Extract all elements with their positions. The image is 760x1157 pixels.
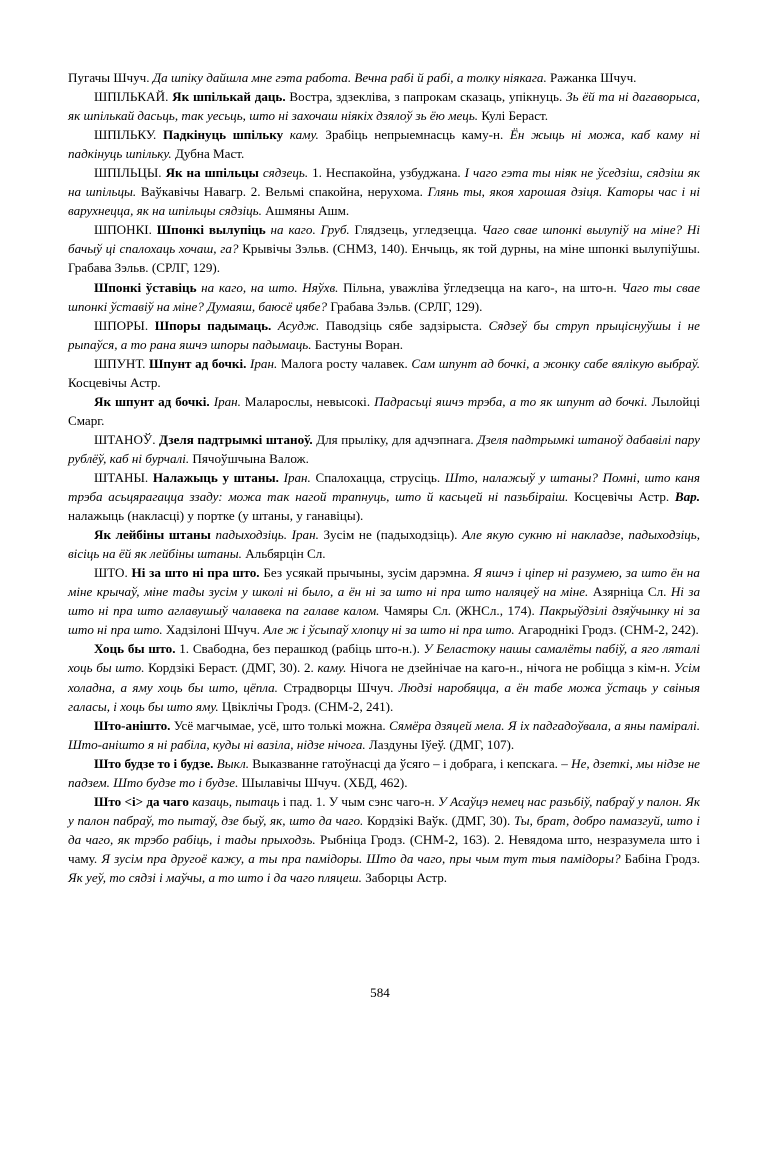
text-run-italic: Усім холадна, а яму хоць бы што, цёпла. [68,660,700,695]
text-run-roman: Маларослы, невысокі. [244,393,375,409]
page-number: 584 [370,985,390,1000]
text-run-roman: Паводзіць сябе задзірыста. [325,317,489,333]
text-run-italic: Глянь ты, якоя харошая дзіця. Каторы час і ні варухнецца, як на шпільцы сядзіць. [68,184,700,219]
dictionary-entry [68,392,700,430]
text-run-roman: Дубна Маст. [174,146,245,162]
dictionary-entry [68,125,700,163]
dictionary-entry [68,525,700,563]
text-run-roman: Шылавічы Шчуч. (ХБД, 462). [241,774,408,790]
text-run-bold: Шпоры падымаць. [154,317,278,333]
dictionary-entry [68,87,700,125]
dictionary-entry [68,163,700,220]
page-body-text [68,68,700,887]
text-run-italic: У Беластоку нашы самалёты пабіў, а яго ляталі хоць бы што. [68,641,701,676]
text-run-italic: Дзеля падтрымкі штаноў дабавілі пару рублёў, каб ні бурчалі. [68,431,700,466]
text-run-roman: ШТАНЫ. [94,469,153,485]
text-run-italic: Пакрыўдзілі дзяўчынку ні за што ні пра што. [68,603,700,638]
text-run-roman: ШПОРЫ. [94,317,155,333]
text-run-roman: Ашмяны Ашм. [265,203,350,219]
text-run-roman: ШПОНКІ. [94,222,157,238]
text-run-roman: Бастуны Воран. [314,336,403,352]
text-run-italic: Але якую сукню ні накладзе, падыходзіць, вісіць на ёй як лейбіны штаны. [68,527,700,562]
text-run-roman: Усё магчымае, усё, што толькі можна. [173,717,390,733]
text-run-roman: ШТАНОЎ. [94,431,160,447]
text-run-roman: Пугачы Шчуч. [68,70,153,85]
text-run-roman: Заборцы Астр. [365,869,448,885]
text-run-roman: Кордзікі Ваўк. (ДМГ, 30). [366,812,514,828]
text-run-roman: ШТО. [94,565,132,581]
text-run-roman: Альбярцін Сл. [245,546,326,562]
dictionary-entry [68,68,700,87]
text-run-italic: Як уеў, то сядзі і маўчы, а то што і да чаго пляцеш. [68,869,366,885]
text-run-italic: Чаго ты свае шпонкі ўставіў на міне? Думаяш, баюсё цябе? [68,279,701,314]
text-run-bold-italic: Вар. [674,489,700,505]
text-run-roman: Нічога не дзейнічае на каго-н., нічога не робіцца з кім-н. [350,660,674,676]
text-run-bold: Ні за што ні пра што. [131,565,264,581]
text-run-roman: Без усякай прычыны, зусім дарэмна. [263,565,474,581]
text-run-roman: і пад. 1. У чым сэнс чаго-н. [282,793,439,809]
text-run-roman: Глядзець, угледзецца. [354,222,482,238]
text-run-bold: Як на шпільцы [165,165,263,181]
text-run-roman: Пячоўшчына Валож. [192,450,309,466]
text-run-italic: Чаго свае шпонкі вылупіў на міне? Ні бачыў ці спалохаць хочаш, га? [68,222,700,257]
text-run-italic: Асудж. [277,317,326,333]
text-run-roman: ШПУНТ. [94,355,150,371]
text-run-italic: Выкл. [216,755,253,771]
text-run-italic: каму. [317,660,351,676]
text-run-roman: Малога росту чалавек. [280,355,412,371]
text-run-bold: Што-анішто. [94,717,174,733]
text-run-roman: 1. Неспакойна, узбуджана. [312,165,465,181]
text-run-italic: Сядзеў бы струп прыціснуўшы і не рыпаўся, а то рана яшчэ шпоры падымаць. [68,317,700,352]
text-run-bold: Як лейбіны штаны [94,527,216,543]
text-run-roman: Кордзікі Бераст. (ДМГ, 30). 2. [148,660,318,676]
text-run-bold: Што <і> да чаго [94,793,193,809]
text-run-italic: казаць, пытаць [192,793,283,809]
text-run-bold: Як шпількай даць. [172,89,290,105]
text-run-roman: Лаздуны Іўеў. (ДМГ, 107). [368,736,515,752]
text-run-italic: Іран. [250,355,281,371]
text-run-roman: Ражанка Шчуч. [550,70,637,85]
text-run-roman: Для прыліку, для адчэпнага. [316,431,478,447]
text-run-italic: Да шпіку дайшла мне гэта работа. Вечна рабі й рабі, а толку ніякага. [152,70,551,85]
text-run-roman: Востра, здзекліва, з папрокам сказаць, упікнуць. [289,89,567,105]
text-run-italic: Іран. [213,393,245,409]
dictionary-entry [68,754,700,792]
text-run-bold: Хоць бы што. [94,641,180,657]
text-run-italic: Ён жыць ні можа, каб каму ні падкінуць шпільку. [68,127,701,162]
text-run-italic: Сямёра дзяцей мела. Я іх падгадоўвала, а яны паміралі. Што-анішто я ні рабіла, куды ні вазіла, нідзе нічога. [68,717,701,752]
text-run-roman: Спалохацца, струсіць. [315,469,445,485]
text-run-roman: Кулі Бераст. [481,108,549,124]
text-run-italic: на каго. Груб. [270,222,355,238]
text-run-roman: Азярніца Сл. [592,584,671,600]
text-run-bold: Як шпунт ад бочкі. [94,393,214,409]
dictionary-entry [68,316,700,354]
text-run-roman: Зрабіць непрыемнасць каму-н. [325,127,510,143]
text-run-italic: І чаго гэта ты ніяк не ўседзіш, сядзіш як на шпільцы. [68,165,700,200]
text-run-roman: Рыбніца Гродз. (СНМ-2, 163). 2. Невядома што, незразумела што і чаму. [68,831,701,866]
dictionary-entry [68,792,700,887]
text-run-italic: Я зусім пра другоё кажу, а ты пра памідоры. Што да чаго, пры чым тут тыя памідоры? [101,850,625,866]
text-run-roman: Пільна, уважліва ўгледзецца на каго-, на што-н. [343,279,622,295]
dictionary-entry [68,639,700,715]
dictionary-entry [68,278,700,316]
text-run-roman: Выказванне гатоўнасці да ўсяго – і добрага, і кепскага. [252,755,562,771]
text-run-italic: Але ж і ўсыпаў хлопцу ні за што ні пра што. [263,622,518,638]
text-run-roman: Грабава Зэльв. (СРЛГ, 129). [330,298,483,314]
text-run-roman: Бабіна Гродз. [624,850,701,866]
text-run-bold: Падкінуць шпільку [162,127,290,143]
text-run-roman: Страдворцы Шчуч. [283,679,399,695]
dictionary-entry [68,716,700,754]
text-run-bold: Што будзе то і будзе. [94,755,217,771]
text-run-roman: Хадзілоні Шчуч. [165,622,264,638]
text-run-bold: Шпонкі вылупіць [156,222,271,238]
text-run-italic: Сам шпунт ад бочкі, а жонку сабе вялікую выбраў. [411,355,701,371]
text-run-italic: У Асаўцэ немец нас разьбіў, пабраў у палон. Як у палон пабраў, то пытаў, дзе быў, як, што да чаго. [68,793,701,828]
text-run-italic: Ты, брат, добро памазгуй, што і да чаго, як трэбо рабіць, і тады прыходзь. [68,812,700,847]
text-run-roman: Косцевічы Астр. [68,374,161,390]
text-run-roman: ШПІЛЬКУ. [94,127,163,143]
text-run-italic: – Не, дзеткі, мы нідзе не падзем. Што будзе то і будзе. [68,755,700,790]
text-run-roman: Зусім не (падыходзіць). [323,527,463,543]
text-run-roman: Косцевічы Астр. [573,489,675,505]
text-run-roman: Цвіклічы Гродз. (СНМ-2, 241). [221,698,394,714]
text-run-roman: Крывічы Зэльв. (СНМЗ, 140). Енчыць, як той дурны, на міне шпонкі вылупіўшы. Грабава Зэльв. (СРЛГ, 129). [68,241,700,276]
text-run-italic: Я яшчэ і ціпер ні разумею, за што ён на міне крычаў, міне тады зусім у школі ні было, а ён ні за што ні пра што наляцеў на міне. [68,565,700,600]
dictionary-entry [68,354,700,392]
text-run-roman: Лылойці Смарг. [68,393,700,428]
text-run-italic: Падрасьці яшчэ трэба, а то як шпунт ад бочкі. [374,393,652,409]
text-run-italic: сядзець. [262,165,313,181]
text-run-roman: ШПІЛЬЦЫ. [94,165,166,181]
text-run-italic: Ні за што ні пра што аглавушыў чалавека па галаве калом. [68,584,701,619]
text-run-italic: Іран. [283,469,316,485]
text-run-roman: Агароднікі Гродз. (СНМ-2, 242). [517,622,699,638]
text-run-roman: Чамяры Сл. (ЖНСл., 174). [384,603,540,619]
text-run-italic: на каго, на што. Няўхв. [201,279,344,295]
text-run-bold: Налажыць у штаны. [152,469,284,485]
text-run-italic: Зь ёй та ні дагаворыса, як шпількай дасьць, так уесьць, што ні захочаш ніякіх дзялоў зь ёю мець. [68,89,700,124]
dictionary-entry [68,220,700,277]
dictionary-entry [68,468,700,525]
text-run-bold: Шпунт ад бочкі. [149,355,251,371]
text-run-roman: ШПІЛЬКАЙ. [94,89,173,105]
text-run-bold: Шпонкі ўставіць [94,279,202,295]
text-run-roman: Ваўкавічы Навагр. 2. Вельмі спакойна, нерухома. [140,184,428,200]
text-run-italic: Людзі наробяцца, а ён табе можа ўстаць у свіныя галасы, і хоць бы што яму. [68,679,700,714]
text-run-roman: налажыць (накласці) у портке (у штаны, у ганавіцы). [68,508,364,524]
text-run-italic: падыходзіць. Іран. [215,527,324,543]
text-run-italic: Што, налажыў у штаны? Помні, што каня трэба асьцярагацца ззаду: можа так нагой трапнуць, што й касьцей ні пазьбіраіш. [68,469,701,505]
text-run-bold: Дзеля падтрымкі штаноў. [159,431,317,447]
text-run-roman: 1. Свабодна, без перашкод (рабіць што-н.). [179,641,424,657]
dictionary-entry [68,563,700,639]
dictionary-entry [68,430,700,468]
text-run-italic: каму. [289,127,326,143]
